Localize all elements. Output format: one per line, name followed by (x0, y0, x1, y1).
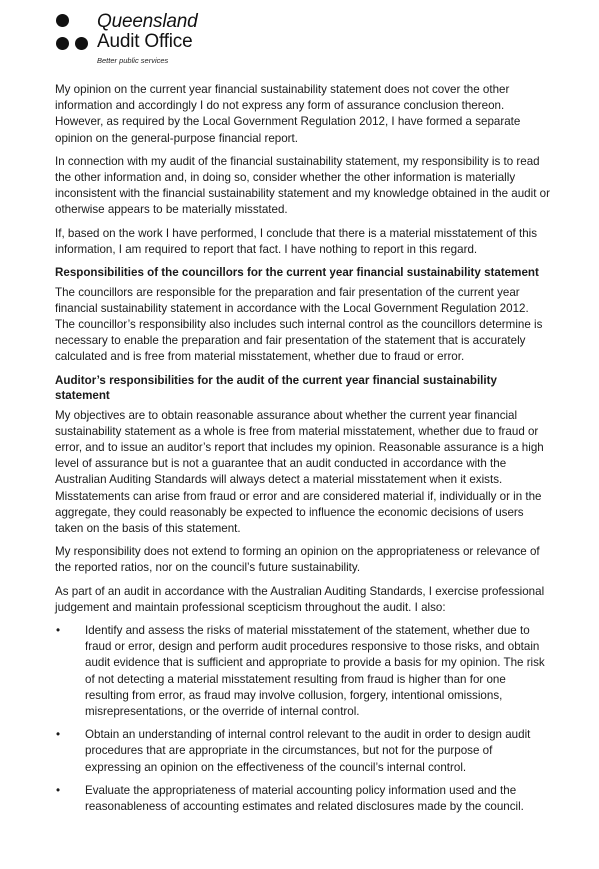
bullet-icon: • (56, 783, 61, 797)
auditor-responsibilities-list (55, 623, 550, 815)
logo-dot-icon (56, 37, 69, 50)
logo-tagline: Better public services (97, 56, 169, 65)
bullet-icon: • (56, 728, 61, 742)
logo-name-line2: Audit Office (97, 31, 193, 52)
councillors-heading: Responsibilities of the councillors for the current year financial sustainability statement (55, 266, 539, 280)
list-item (55, 783, 550, 815)
auditor-paragraph: My responsibility does not extend to forming an opinion on the appropriateness or relevance of the reported ratios, nor on the council’s future sustainability. (55, 545, 540, 575)
qao-logo (54, 10, 254, 70)
councillors-paragraph: The councillors are responsible for the preparation and fair presentation of the current year financial sustainability statement in accordance with the Local Government Regulation 2012. The councillor’s responsibility also includes such internal control as the councillors determine is necessary to enable the preparation and fair presentation of the statement that is accurately calculated and is free from material misstatement, whether due to fraud or error. (55, 285, 543, 364)
report-body (55, 82, 550, 822)
auditor-paragraph: My objectives are to obtain reasonable assurance about whether the current year financial sustainability statement as a whole is free from material misstatement, whether due to fraud or error, and to issue an auditor’s report that includes my opinion. Reasonable assurance is a high level of assurance but is not a guarantee that an audit conducted in accordance with the Australian Auditing Standards will always detect a material misstatement when it exists. Misstatements can arise from fraud or error and are considered material if, individually or in the aggregate, they could reasonably be expected to influence the economic decisions of users taken on the basis of this statement. (55, 408, 544, 535)
logo-dot-icon (75, 37, 88, 50)
logo-dot-icon (56, 14, 69, 27)
auditor-heading: Auditor’s responsibilities for the audit of the current year financial sustainability statement (55, 373, 497, 403)
list-item-text: Identify and assess the risks of material misstatement of the statement, whether due to fraud or error, design and perform audit procedures responsive to those risks, and obtain audit evidence that is sufficient and appropriate to provide a basis for my opinion. The risk of not detecting a material misstatement resulting from fraud is higher than for one resulting from error, as fraud may involve collusion, forgery, intentional omissions, misrepresentations, or the override of internal control. (85, 623, 545, 718)
list-item-text: Obtain an understanding of internal control relevant to the audit in order to design audit procedures that are appropriate in the circumstances, but not for the purpose of expressing an opinion on the effectiveness of the council’s internal control. (85, 728, 531, 774)
bullet-icon: • (56, 623, 61, 637)
intro-paragraph: In connection with my audit of the financial sustainability statement, my responsibility is to read the other information and, in doing so, consider whether the other information is materially inconsistent with the financial sustainability statement and my knowledge obtained in the audit or otherwise appears to be materially misstated. (55, 154, 550, 217)
list-item (55, 623, 550, 720)
intro-paragraph: If, based on the work I have performed, I conclude that there is a material misstatement of this information, I am required to report that fact. I have nothing to report in this regard. (55, 226, 538, 256)
intro-paragraph: My opinion on the current year financial sustainability statement does not cover the other information and accordingly I do not express any form of assurance conclusion thereon. However, as required by the Local Government Regulation 2012, I have formed a separate opinion on the general-purpose financial report. (55, 83, 521, 145)
list-item (55, 727, 550, 776)
logo-name-line1: Queensland (97, 11, 198, 32)
auditor-paragraph: As part of an audit in accordance with the Australian Auditing Standards, I exercise professional judgement and maintain professional scepticism throughout the audit. I also: (55, 584, 545, 614)
list-item-text: Evaluate the appropriateness of material accounting policy information used and the reasonableness of accounting estimates and related disclosures made by the council. (85, 783, 524, 814)
